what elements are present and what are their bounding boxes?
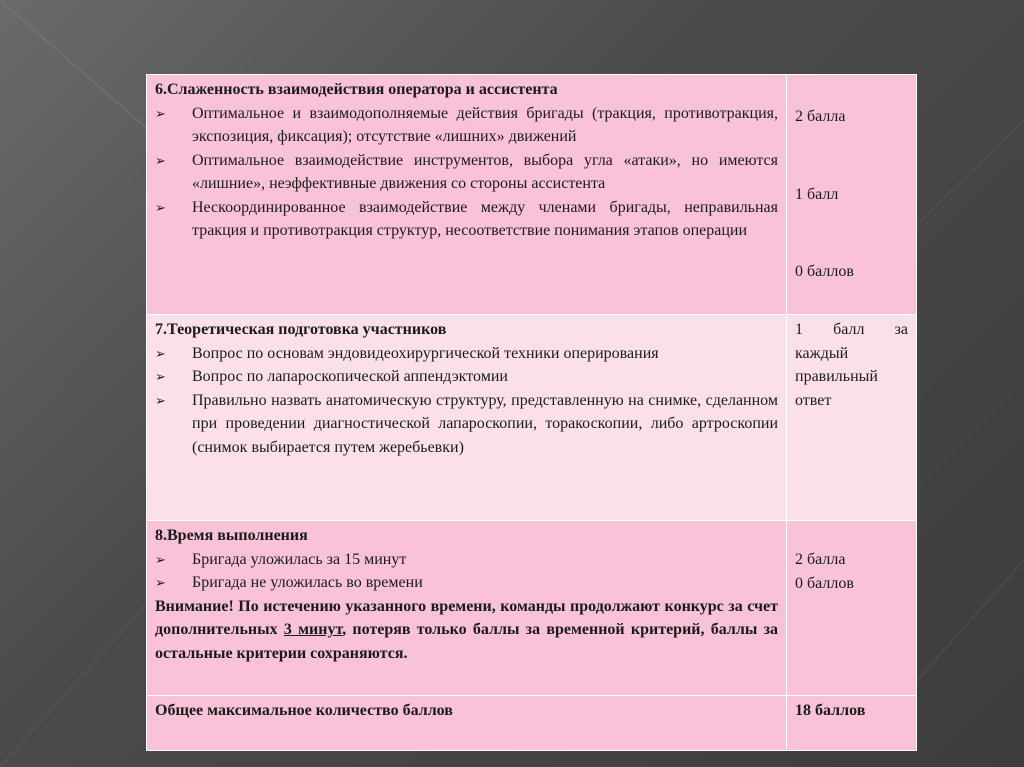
table-row-7 — [147, 315, 917, 521]
arrow-bullet-icon: ➢ — [155, 369, 166, 384]
section-7-score-cell — [787, 315, 917, 521]
arrow-bullet-icon: ➢ — [155, 345, 166, 361]
arrow-bullet-icon: ➢ — [155, 105, 166, 121]
section-6-title: 6.Слаженность взаимодействия оператора и ассистента — [155, 81, 558, 98]
list-item: ➢ Вопрос по основам эндовидеохирургической техники оперирования — [155, 342, 778, 366]
score-value: 1 балл — [795, 185, 839, 203]
list-item: ➢ Оптимальное и взаимодополняемые действия бригады (тракция, противотракция, экспозиция, фиксация); отсутствие «лишних» движений — [155, 102, 778, 149]
criteria-table — [146, 74, 917, 751]
table-row-6 — [147, 75, 917, 315]
score-value: 2 балла — [795, 108, 846, 125]
list-item: ➢ Бригада не уложилась во времени — [155, 571, 778, 595]
section-6-criteria-cell — [147, 75, 787, 315]
section-8-score-cell — [787, 521, 917, 696]
arrow-bullet-icon: ➢ — [155, 199, 166, 215]
attention-note: Внимание! По истечению указанного времени, команды продолжают конкурс за счет дополнительных 3 минут, потеряв только баллы за временной критерий, баллы за остальные критерии сохраняются. — [155, 597, 779, 662]
extra-time-value: 3 минут — [283, 621, 343, 638]
arrow-bullet-icon: ➢ — [155, 551, 166, 567]
section-8-title: 8.Время выполнения — [155, 527, 308, 544]
score-value: 2 балла — [795, 551, 846, 568]
table-row-8 — [147, 521, 917, 696]
list-item: ➢ Правильно назвать анатомическую структуру, представленную на снимке, сделанном при проведении диагностической лапароскопии, торакоскопии, либо артроскопии (снимок выбирается путем жеребьевки) — [155, 389, 778, 460]
total-label: Общее максимальное количество баллов — [147, 696, 787, 751]
arrow-bullet-icon: ➢ — [155, 152, 166, 168]
arrow-bullet-icon: ➢ — [155, 575, 166, 590]
list-item: ➢ Нескоординированное взаимодействие между членами бригады, неправильная тракция и противотракция структур, несоответствие понимания этапов операции — [155, 196, 778, 243]
section-7-criteria-cell — [147, 315, 787, 521]
score-value: 0 баллов — [795, 574, 854, 592]
section-8-criteria-cell — [147, 521, 787, 696]
list-item: ➢ Вопрос по лапароскопической аппендэктомии — [155, 365, 778, 389]
arrow-bullet-icon: ➢ — [155, 392, 166, 408]
section-7-title: 7.Теоретическая подготовка участников — [155, 321, 447, 338]
list-item: ➢ Оптимальное взаимодействие инструментов, выбора угла «атаки», но имеются «лишние», неэффективные движения со стороны ассистента — [155, 149, 778, 196]
list-item: ➢ Бригада уложилась за 15 минут — [155, 548, 778, 572]
score-value: 1 балл за каждый правильный ответ — [795, 321, 908, 409]
total-value: 18 баллов — [787, 696, 917, 751]
table-row-total — [147, 696, 917, 751]
score-value: 0 баллов — [795, 263, 854, 280]
section-6-score-cell — [787, 75, 917, 315]
